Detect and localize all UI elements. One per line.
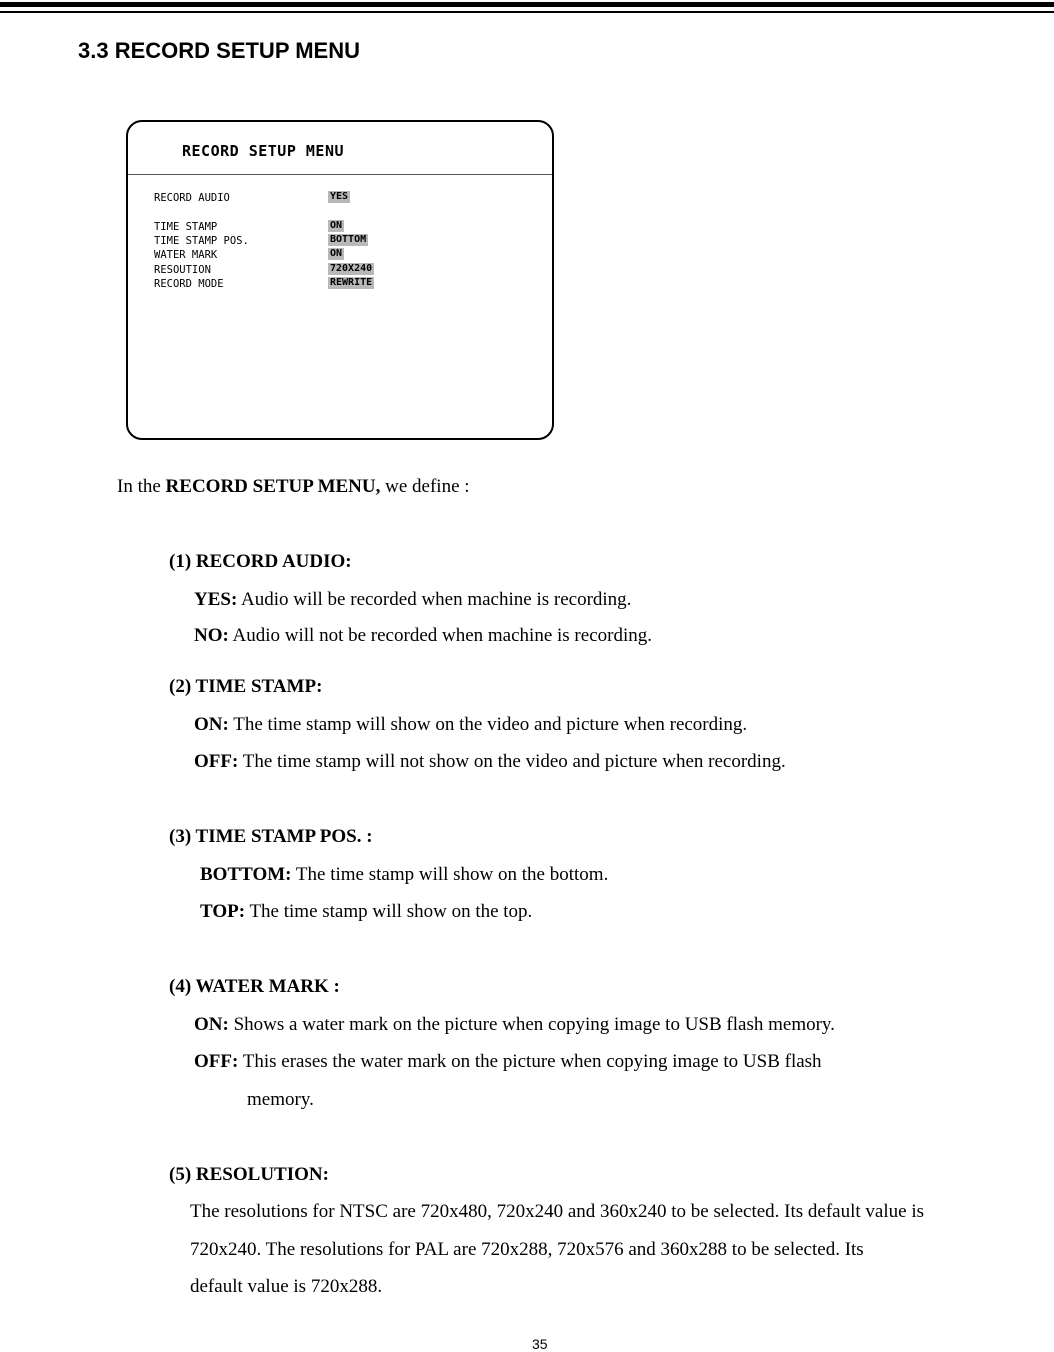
water-mark-on [194,1014,835,1036]
osd-row-label: RECORD MODE [154,278,224,290]
resolution-line-2: 720x240. The resolutions for PAL are 720x288, 720x576 and 360x288 to be selected. Its [190,1239,864,1260]
header-rule-thin [0,11,1054,13]
definition: The time stamp will not show on the video and picture when recording. [238,751,786,772]
osd-row-record-mode [154,278,414,290]
water-mark-heading [169,976,340,998]
osd-row-value: BOTTOM [330,234,367,245]
term: YES: [194,589,238,610]
definition: The time stamp will show on the video and picture when recording. [228,714,748,735]
osd-row-value: ON [330,220,343,231]
header-rule-thick [0,2,1054,7]
heading-text: (1) RECORD AUDIO: [169,551,352,572]
osd-menu-screenshot [126,120,554,440]
intro-prefix: In the [117,476,166,497]
osd-row-time-stamp-pos [154,235,414,247]
osd-title: RECORD SETUP MENU [182,142,345,160]
intro-bold: RECORD SETUP MENU, [165,476,381,497]
term: ON: [194,714,229,735]
water-mark-off [194,1051,822,1073]
osd-row-label: WATER MARK [154,249,218,261]
term: OFF: [194,1051,239,1072]
definition: The time stamp will show on the top. [245,901,533,922]
resolution-heading [169,1164,329,1186]
osd-divider [128,174,552,175]
time-stamp-pos-top [200,901,532,923]
time-stamp-pos-heading [169,826,373,848]
definition: Shows a water mark on the picture when copying image to USB flash memory. [228,1014,835,1035]
osd-row-resolution [154,264,414,276]
osd-row-label: TIME STAMP [154,221,218,233]
record-audio-heading [169,551,352,573]
heading-text: (2) TIME STAMP: [169,676,323,697]
heading-text: (5) RESOLUTION: [169,1164,329,1185]
osd-row-value: YES [330,191,349,202]
osd-row-value: 720X240 [330,263,373,274]
time-stamp-on [194,714,747,736]
time-stamp-off [194,751,786,773]
term: TOP: [200,901,246,922]
osd-row-water-mark [154,249,414,261]
osd-row-time-stamp [154,221,414,233]
osd-row-value: ON [330,248,343,259]
heading-text: (4) WATER MARK : [169,976,340,997]
osd-row-label: RECORD AUDIO [154,192,230,204]
definition: The time stamp will show on the bottom. [291,864,609,885]
heading-text: (3) TIME STAMP POS. : [169,826,373,847]
osd-row-label: RESOUTION [154,264,211,276]
time-stamp-pos-bottom [200,864,608,886]
definition: Audio will be recorded when machine is recording. [237,589,632,610]
osd-row-record-audio [154,192,414,204]
term: OFF: [194,751,239,772]
term: BOTTOM: [200,864,292,885]
water-mark-off-continued: memory. [247,1089,314,1110]
osd-row-value: REWRITE [330,277,373,288]
resolution-line-1: The resolutions for NTSC are 720x480, 720x240 and 360x240 to be selected. Its default value is [190,1201,924,1222]
record-audio-no [194,625,652,647]
time-stamp-heading [169,676,322,698]
term: NO: [194,625,229,646]
term: ON: [194,1014,229,1035]
section-title: 3.3 RECORD SETUP MENU [78,38,360,63]
intro-suffix: we define : [380,476,470,497]
record-audio-yes [194,589,631,611]
definition: Audio will not be recorded when machine is recording. [228,625,652,646]
resolution-line-3: default value is 720x288. [190,1276,383,1297]
osd-row-label: TIME STAMP POS. [154,235,249,247]
definition: This erases the water mark on the picture when copying image to USB flash [238,1051,822,1072]
intro-paragraph [117,476,470,498]
page-number: 35 [532,1336,548,1352]
